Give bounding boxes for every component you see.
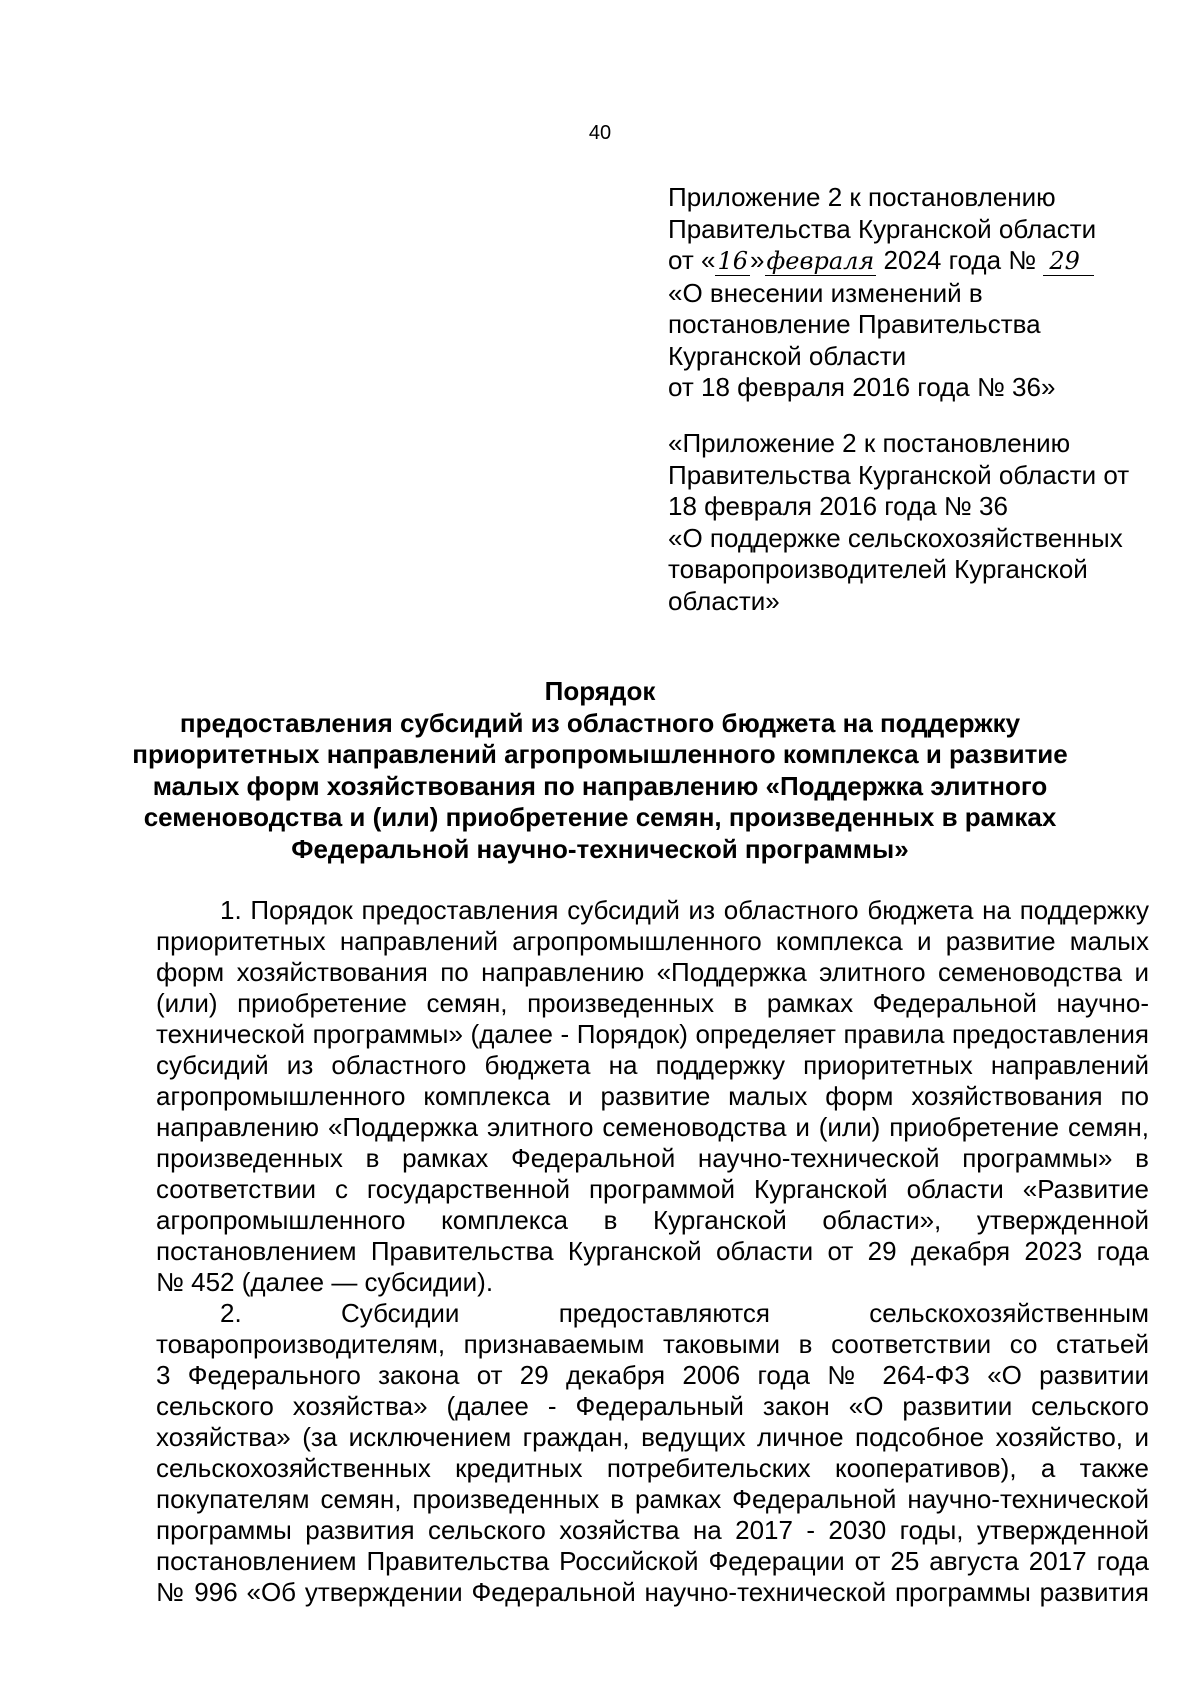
paragraph-line: программы развития сельского хозяйства на 2017 - 2030 годы, утвержденной: [156, 1515, 1149, 1545]
paragraph-line: хозяйства» (за исключением граждан, ведущих личное подсобное хозяйство, и: [156, 1422, 1149, 1452]
paragraph-line: постановлением Правительства Российской Федерации от 25 августа 2017 года: [156, 1546, 1149, 1576]
paragraph-line: товаропроизводителям, признаваемым таковыми в соответствии со статьей: [156, 1329, 1149, 1359]
paragraph-line: сельскохозяйственных кредитных потребительских кооперативов), а также: [156, 1453, 1149, 1483]
title-line: Федеральной научно-технической программы»: [291, 833, 909, 864]
paragraph-line: агропромышленного комплекса и развитие малых форм хозяйствования по: [156, 1081, 1149, 1111]
date-prefix: от «: [668, 245, 716, 275]
paragraph-line: форм хозяйствования по направлению «Поддержка элитного семеноводства и: [156, 957, 1149, 987]
appendix-line: «Приложение 2 к постановлению: [668, 428, 1071, 458]
title-line: приоритетных направлений агропромышленного комплекса и развитие: [132, 739, 1068, 769]
appendix-line: «О поддержке сельскохозяйственных: [668, 522, 1123, 553]
title-line: семеноводства и (или) приобретение семян, произведенных в рамках: [143, 802, 1057, 832]
appendix-original-header: [668, 428, 1168, 617]
title-line: предоставления субсидий из областного бюджета на поддержку: [179, 707, 1021, 738]
date-year: 2024 года №: [876, 245, 1044, 275]
handwritten-month: февраля: [766, 247, 875, 275]
appendix-line: области»: [668, 585, 780, 616]
appendix-line: от 18 февраля 2016 года № 36»: [668, 372, 1056, 402]
appendix-line: Правительства Курганской области от: [668, 459, 1130, 490]
date-quote-close: »: [750, 245, 765, 275]
paragraph-line: (или) приобретение семян, произведенных в рамках Федеральной научно-: [156, 988, 1149, 1018]
paragraph-line: 3 Федерального закона от 29 декабря 2006 года № 264-ФЗ «О развитии: [156, 1360, 1149, 1390]
appendix-date-line: [668, 245, 1168, 278]
appendix-line: 18 февраля 2016 года № 36: [668, 491, 1008, 521]
paragraph-line: агропромышленного комплекса в Курганской области», утвержденной: [156, 1205, 1149, 1235]
page-number: 40: [588, 122, 612, 144]
title-line: малых форм хозяйствования по направлению «Поддержка элитного: [152, 770, 1048, 801]
body-text: [156, 895, 1149, 1608]
paragraph-line: субсидий из областного бюджета на поддержку приоритетных направлений: [156, 1050, 1149, 1080]
paragraph-line: соответствии с государственной программой Курганской области «Развитие: [156, 1174, 1149, 1204]
appendix-line: Правительства Курганской области: [668, 213, 1097, 244]
paragraph-line: 2. Субсидии предоставляются сельскохозяйственным: [220, 1298, 1149, 1328]
appendix-line: Курганской области: [668, 340, 907, 371]
paragraph-line: покупателям семян, произведенных в рамках Федеральной научно-технической: [156, 1484, 1149, 1514]
handwritten-doc-number: 29: [1043, 247, 1094, 276]
paragraph-line: № 996 «Об утверждении Федеральной научно-технической программы развития: [156, 1577, 1149, 1607]
appendix-line: товаропроизводителей Курганской: [668, 554, 1088, 584]
title-line: Порядок: [544, 676, 656, 706]
paragraph-line: 1. Порядок предоставления субсидий из областного бюджета на поддержку: [220, 895, 1149, 925]
appendix-line: «О внесении изменений в: [668, 277, 983, 308]
handwritten-day: 16: [717, 247, 749, 275]
paragraph-line: технической программы» (далее - Порядок) определяет правила предоставления: [156, 1019, 1149, 1049]
paragraph-line: № 452 (далее — субсидии).: [156, 1267, 494, 1297]
appendix-line: постановление Правительства: [668, 309, 1041, 339]
paragraph-line: произведенных в рамках Федеральной научно-технической программы» в: [156, 1143, 1149, 1173]
paragraph-line: приоритетных направлений агропромышленного комплекса и развитие малых: [156, 926, 1149, 956]
document-title: [90, 676, 1110, 865]
paragraph-line: сельского хозяйства» (далее - Федеральный закон «О развитии сельского: [156, 1391, 1149, 1421]
paragraph-line: постановлением Правительства Курганской области от 29 декабря 2023 года: [156, 1236, 1149, 1266]
appendix-line: Приложение 2 к постановлению: [668, 182, 1056, 212]
paragraph-line: направлению «Поддержка элитного семеноводства и (или) приобретение семян,: [156, 1112, 1149, 1142]
appendix-current-header: [668, 182, 1168, 404]
